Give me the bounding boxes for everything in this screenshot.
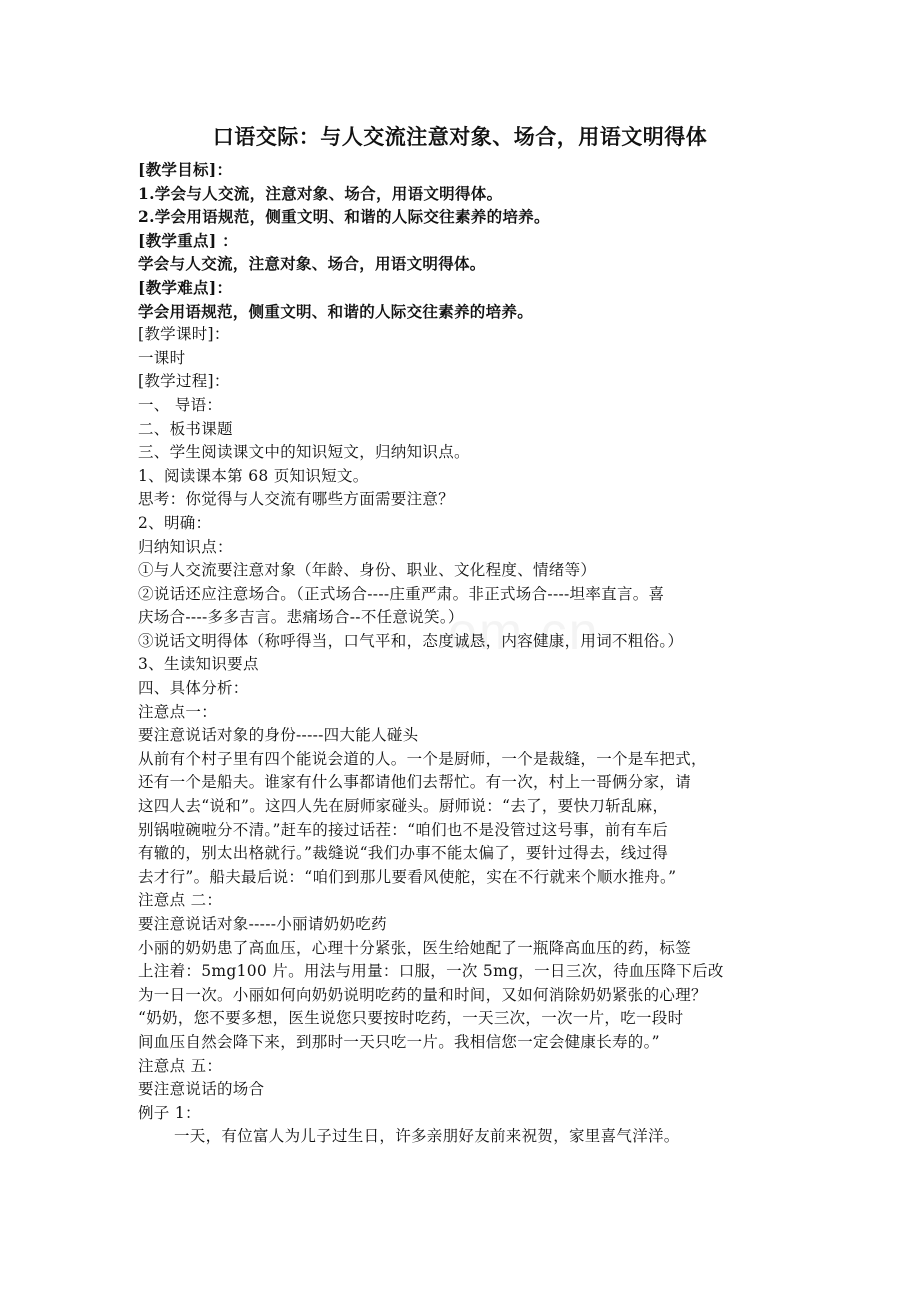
text-line: 例子 1： xyxy=(138,1103,201,1122)
text-line: 庆场合----多多吉言。悲痛场合--不任意说笑。） xyxy=(138,608,464,627)
text-line: 3、生读知识要点 xyxy=(138,655,259,674)
text-line: 归纳知识点： xyxy=(138,537,233,556)
text-line: 注意点 五： xyxy=(138,1056,223,1075)
document-body xyxy=(138,158,788,1149)
text-line: 要注意说话对象-----小丽请奶奶吃药 xyxy=(138,915,387,933)
text-line: 学会与人交流，注意对象、场合，用语文明得体。 xyxy=(138,254,486,274)
text-line: 1、阅读课本第 68 页知识短文。 xyxy=(138,466,369,485)
text-line: 还有一个是船夫。谁家有什么事都请他们去帮忙。有一次，村上一哥俩分家，请 xyxy=(138,773,692,792)
text-line: [教学重点] ： xyxy=(138,230,238,250)
text-line: 有辙的，别太出格就行。”裁缝说“我们办事不能太偏了，要针过得去，线过得 xyxy=(138,844,669,863)
document-title: 口语交际：与人交流注意对象、场合，用语文明得体 xyxy=(212,124,708,149)
text-line: 一天，有位富人为儿子过生日，许多亲朋好友前来祝贺，家里喜气洋洋。 xyxy=(174,1127,680,1146)
text-line: 一课时 xyxy=(138,348,186,367)
text-line: 别锅啦碗啦分不清。”赶车的接过话茬：“咱们也不是没管过这号事，前有车后 xyxy=(138,820,669,839)
text-line: 1.学会与人交流，注意对象、场合，用语文明得体。 xyxy=(138,183,503,203)
text-line: [教学目标]： xyxy=(138,160,233,179)
text-line: 二、板书课题 xyxy=(138,419,233,438)
text-line: [教学过程]： xyxy=(138,372,230,391)
text-line: ①与人交流要注意对象（年龄、身份、职业、文化程度、情绪等） xyxy=(138,561,597,580)
text-line: 要注意说话的场合 xyxy=(138,1080,265,1099)
text-line: 为一日一次。小丽如何向奶奶说明吃药的量和时间，又如何消除奶奶紧张的心理？ xyxy=(138,985,707,1004)
text-line: 上注着：5mg100 片。用法与用量：口服，一次 5mg，一日三次，待血压降下后改 xyxy=(138,962,724,981)
text-line: 学会用语规范，侧重文明、和谐的人际交往素养的培养。 xyxy=(138,301,534,321)
text-line: 思考：你觉得与人交流有哪些方面需要注意？ xyxy=(138,490,455,509)
text-line: 三、学生阅读课文中的知识短文，归纳知识点。 xyxy=(138,443,470,462)
text-line: [教学课时]： xyxy=(138,325,230,344)
text-line: 小丽的奶奶患了高血压，心理十分紧张，医生给她配了一瓶降高血压的药，标签 xyxy=(138,938,692,957)
text-line: 要注意说话对象的身份-----四大能人碰头 xyxy=(138,726,419,745)
text-line: ③说话文明得体（称呼得当，口气平和，态度诚恳，内容健康，用词不粗俗。） xyxy=(138,631,684,650)
text-line: 四、具体分析： xyxy=(138,679,249,698)
text-line: [教学难点]： xyxy=(138,277,233,297)
text-line: 从前有个村子里有四个能说会道的人。一个是厨师，一个是裁缝，一个是车把式， xyxy=(138,749,707,768)
text-line: 去才行”。船夫最后说：“咱们到那儿要看风使舵，实在不行就来个顺水推舟。” xyxy=(138,867,677,886)
text-line: 间血压自然会降下来，到那时一天只吃一片。我相信您一定会健康长寿的。” xyxy=(138,1032,660,1051)
text-line: 2.学会用语规范，侧重文明、和谐的人际交往素养的培养。 xyxy=(138,207,550,227)
text-line: 这四人去“说和”。这四人先在厨师家碰头。厨师说：“去了，要快刀斩乱麻， xyxy=(138,797,669,816)
text-line: 2、明确： xyxy=(138,513,212,532)
text-line: 一、 导语： xyxy=(138,395,223,414)
text-line: 注意点 二： xyxy=(138,891,223,910)
text-line: 注意点一： xyxy=(138,702,218,721)
text-line: “奶奶，您不要多想，医生说您只要按时吃药，一天三次，一次一片，吃一段时 xyxy=(138,1009,684,1028)
text-line: ②说话还应注意场合。（正式场合----庄重严肃。非正式场合----坦率直言。喜 xyxy=(138,584,665,603)
